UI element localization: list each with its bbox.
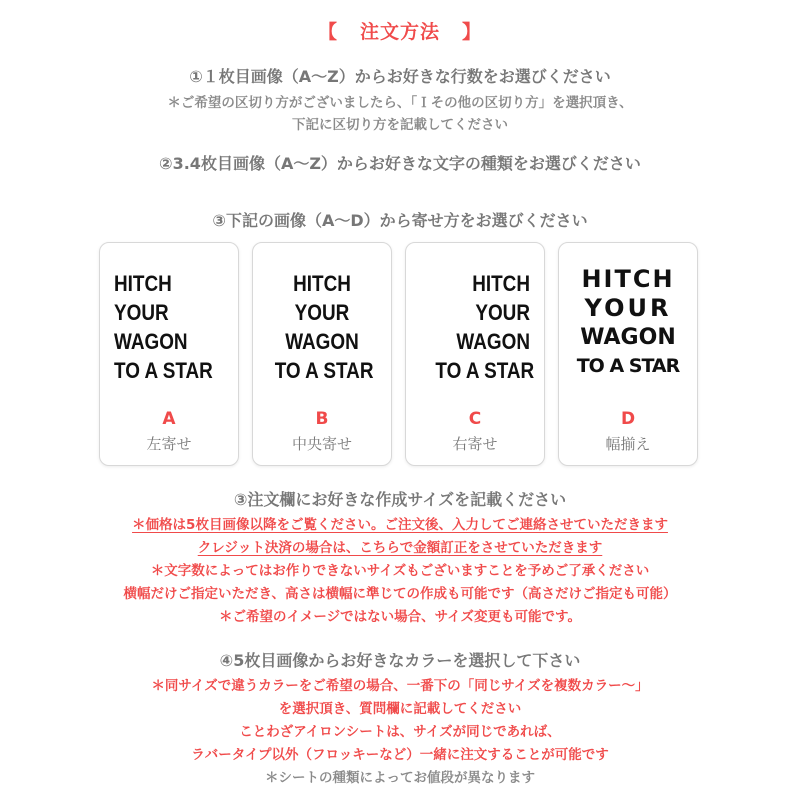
step4-note-1: ＊同サイズで違うカラーをご希望の場合、一番下の「同じサイズを複数カラー〜」 [151,678,649,694]
sample-line: YOUR [475,300,530,325]
step4-note-5: ＊シートの種類によってお値段が異なります [265,770,535,786]
sample-line: YOUR [294,300,350,325]
sample-line: HITCH [472,271,530,296]
sample-line: YOUR [584,294,672,322]
sample-line: TO A STAR [114,358,213,383]
sample-text-left [114,269,213,385]
sample-line: HITCH [114,271,172,296]
card-letter: B [315,409,329,429]
sample-line: WAGON [114,329,188,354]
card-letter: C [468,409,482,429]
sample-line: TO A STAR [435,358,535,383]
step3b-heading: ③注文欄にお好きな作成サイズを記載ください [233,490,567,509]
step4-note-3: ことわざアイロンシートは、サイズが同じであれば、 [239,724,561,740]
sample-line: YOUR [114,300,169,325]
title-bracket-close: 】 [462,21,483,43]
sample-line: TO A STAR [274,358,374,383]
sample-text-right [435,269,535,385]
step2-heading: ②3.4枚目画像（A〜Z）からお好きな文字の種類をお選びください [159,154,641,173]
step3b-note-3: ＊文字数によってはお作りできないサイズもございますことを予めご了承ください [150,563,650,579]
sample-line: HITCH [293,271,351,296]
title-bracket-open: 【 [317,21,338,43]
step1-heading: ①１枚目画像（A〜Z）からお好きな行数をお選びください [189,67,611,86]
step1-note-2: 下記に区切り方を記載してください [292,117,508,133]
card-caption: 中央寄せ [291,435,352,453]
step1-note-1: ＊ご希望の区切り方がございましたら、「Ｉその他の区切り方」を選択頂き、 [167,95,633,111]
page-title [0,17,800,44]
card-caption: 幅揃え [605,435,651,453]
sample-line: HITCH [581,265,675,293]
sample-text-justified [569,265,687,381]
card-caption: 左寄せ [146,435,192,453]
step3-heading: ③下記の画像（A〜D）から寄せ方をお選びください [212,211,588,230]
step4-note-2: を選択頂き、質問欄に記載してください [278,701,522,717]
alignment-card-b [252,242,392,466]
card-letter: D [620,409,636,429]
step3b-note-2: クレジット決済の場合は、こちらで金額訂正をさせていただきます [197,540,603,556]
alignment-card-a [99,242,239,466]
card-caption: 右寄せ [452,435,498,453]
alignment-card-c [405,242,545,466]
step3b-note-5: ＊ご希望のイメージではない場合、サイズ変更も可能です。 [219,609,581,625]
sample-line: WAGON [285,329,359,354]
sample-text-center [274,269,374,385]
step3b-note-1: ＊価格は5枚目画像以降をご覧ください。ご注文後、入力してご連絡させていただきます [132,517,668,533]
alignment-card-d [558,242,698,466]
card-letter: A [162,409,176,429]
step4-note-4: ラバータイプ以外（フロッキーなど）一緒に注文することが可能です [191,747,609,763]
step3b-note-4: 横幅だけご指定いただき、高さは横幅に準じての作成も可能です（高さだけご指定も可能） [123,586,677,602]
title-text: 注文方法 [359,21,440,43]
sample-line: WAGON [456,329,530,354]
sample-line: WAGON [580,325,676,350]
sample-line: TO A STAR [576,355,680,377]
step4-heading: ④5枚目画像からお好きなカラーを選択して下さい [219,651,581,670]
